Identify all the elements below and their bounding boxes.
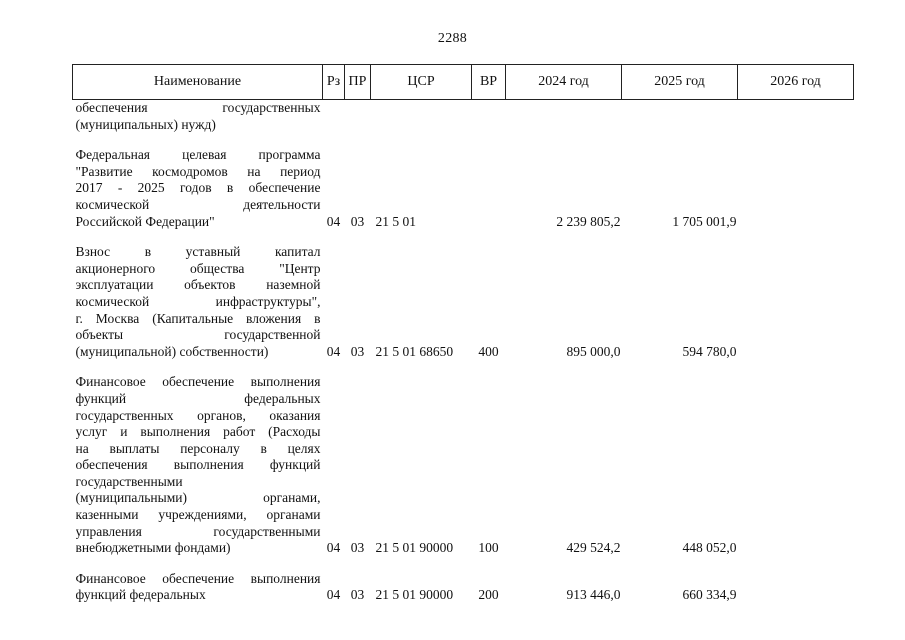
row-name xyxy=(73,147,323,230)
row-name-line: космической инфраструктуры", xyxy=(75,293,321,309)
row-pr: 03 xyxy=(350,213,365,229)
page-number: 2288 xyxy=(437,31,468,46)
row-name-line: 2017 - 2025 годов в обеспечение xyxy=(75,180,321,196)
row-vr xyxy=(472,100,506,134)
header-2026: 2026 год xyxy=(738,65,854,100)
row-name xyxy=(73,244,323,360)
row-name-line: (муниципальными) органами, xyxy=(75,490,321,506)
row-csr: 21 5 01 xyxy=(375,213,416,229)
header-name: Наименование xyxy=(73,65,323,100)
table-header xyxy=(73,65,854,100)
row-name-line: функций федеральных xyxy=(75,390,321,406)
budget-table xyxy=(72,64,854,604)
table-row xyxy=(73,147,854,230)
row-spacer xyxy=(73,557,854,571)
row-value-2026 xyxy=(738,100,854,134)
row-name-line: акционерного общества "Центр xyxy=(75,260,321,276)
row-name xyxy=(73,571,323,604)
table-row xyxy=(73,100,854,134)
row-name-line: космической деятельности xyxy=(75,196,321,212)
row-name-line: функций федеральных xyxy=(75,587,206,603)
header-csr: ЦСР xyxy=(371,65,472,100)
row-name-line: на выплаты персоналу в целях xyxy=(75,440,321,456)
header-pr: ПР xyxy=(345,65,371,100)
row-value-2025: 448 052,0 xyxy=(682,540,737,556)
row-rz: 04 xyxy=(326,213,341,229)
row-name-line: внебюджетными фондами) xyxy=(75,540,231,556)
row-name-line: услуг и выполнения работ (Расходы xyxy=(75,424,321,440)
row-value-2024: 913 446,0 xyxy=(566,587,621,603)
header-vr: ВР xyxy=(472,65,506,100)
row-name xyxy=(73,100,323,134)
row-value-2024 xyxy=(506,100,622,134)
row-name-line: объекты государственной xyxy=(75,327,321,343)
row-rz xyxy=(323,100,345,134)
row-spacer xyxy=(73,133,854,147)
row-name-line: государственными xyxy=(75,473,183,489)
row-spacer xyxy=(73,230,854,244)
row-name-line: г. Москва (Капитальные вложения в xyxy=(75,310,321,326)
row-vr: 200 xyxy=(478,587,499,603)
row-rz: 04 xyxy=(326,343,341,359)
row-vr: 100 xyxy=(478,540,499,556)
header-rz: Рз xyxy=(323,65,345,100)
row-value-2024: 895 000,0 xyxy=(566,343,621,359)
row-value-2025 xyxy=(622,100,738,134)
row-name-line: Федеральная целевая программа xyxy=(75,147,321,163)
row-name-line: казенными учреждениями, органами xyxy=(75,507,321,523)
row-name-line: Взнос в уставный капитал xyxy=(75,244,321,260)
table-row xyxy=(73,571,854,604)
row-pr xyxy=(345,100,371,134)
row-name-line: эксплуатации объектов наземной xyxy=(75,277,321,293)
row-value-2026 xyxy=(738,571,854,604)
row-name-line: государственных органов, оказания xyxy=(75,407,321,423)
row-value-2026 xyxy=(738,147,854,230)
row-name-line: (муниципальной) собственности) xyxy=(75,343,269,359)
row-vr xyxy=(472,147,506,230)
table-row xyxy=(73,244,854,360)
row-name-line: Российской Федерации" xyxy=(75,213,215,229)
row-name-line: (муниципальных) нужд) xyxy=(75,116,216,132)
row-csr: 21 5 01 68650 xyxy=(375,343,454,359)
row-value-2024: 2 239 805,2 xyxy=(556,213,621,229)
row-name-line: Финансовое обеспечение выполнения xyxy=(75,570,321,586)
row-pr: 03 xyxy=(350,587,365,603)
row-name xyxy=(73,374,323,557)
table-row xyxy=(73,374,854,557)
row-csr: 21 5 01 90000 xyxy=(375,540,454,556)
header-2025: 2025 год xyxy=(622,65,738,100)
row-value-2025: 660 334,9 xyxy=(682,587,737,603)
row-name-line: управления государственными xyxy=(75,523,321,539)
row-csr xyxy=(371,100,472,134)
row-rz: 04 xyxy=(326,540,341,556)
row-value-2024: 429 524,2 xyxy=(566,540,621,556)
row-value-2026 xyxy=(738,374,854,557)
row-name-line: Финансовое обеспечение выполнения xyxy=(75,374,321,390)
row-pr: 03 xyxy=(350,540,365,556)
row-csr: 21 5 01 90000 xyxy=(375,587,454,603)
table-body xyxy=(73,100,854,605)
row-value-2025: 1 705 001,9 xyxy=(672,213,737,229)
header-2024: 2024 год xyxy=(506,65,622,100)
row-name-line: "Развитие космодромов на период xyxy=(75,163,321,179)
row-vr: 400 xyxy=(478,343,499,359)
row-value-2026 xyxy=(738,244,854,360)
row-pr: 03 xyxy=(350,343,365,359)
row-name-line: обеспечения государственных xyxy=(75,100,321,115)
row-spacer xyxy=(73,360,854,374)
row-name-line: обеспечения выполнения функций xyxy=(75,457,321,473)
row-value-2025: 594 780,0 xyxy=(682,343,737,359)
row-rz: 04 xyxy=(326,587,341,603)
